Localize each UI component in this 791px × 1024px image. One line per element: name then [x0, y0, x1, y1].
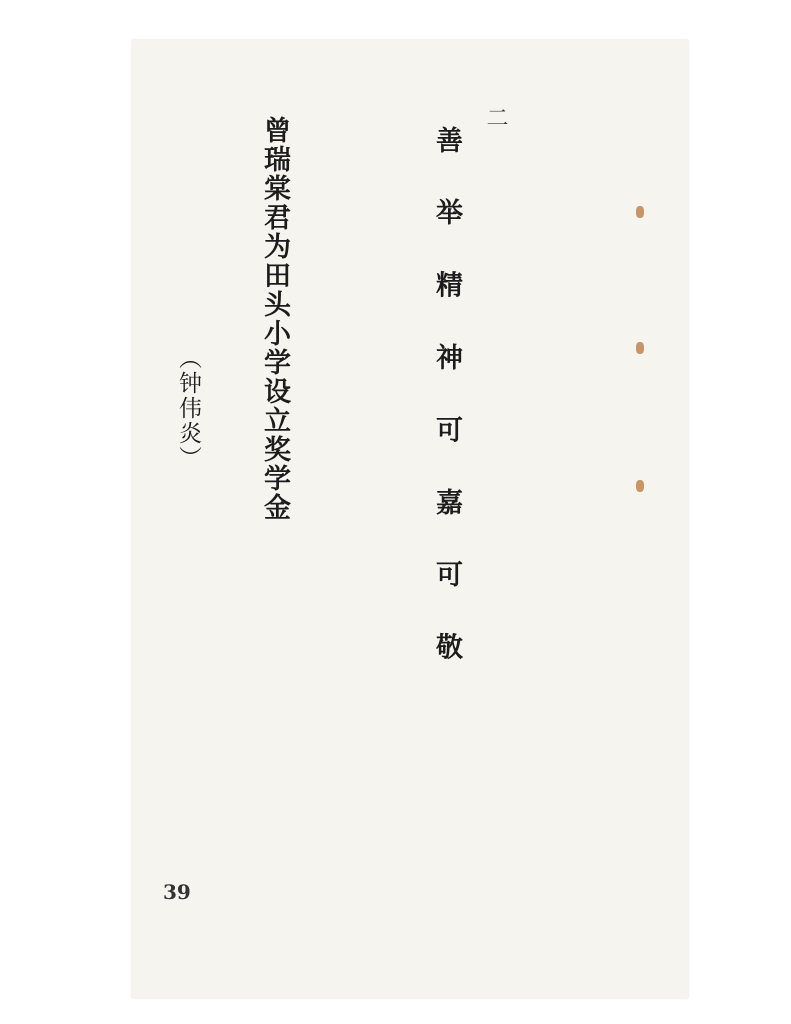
- binding-hole: [636, 206, 644, 218]
- article-byline: （钟伟炎）: [175, 346, 201, 471]
- scanned-page: [132, 40, 688, 998]
- binding-hole: [636, 480, 644, 492]
- article-title: 善 举 精 神 可 嘉 可 敬: [431, 126, 462, 678]
- page-number: 39: [163, 880, 191, 904]
- section-number: 二: [483, 106, 508, 128]
- binding-hole: [636, 342, 644, 354]
- article-title: 曾瑞棠君为田头小学设立奖学金: [259, 116, 290, 522]
